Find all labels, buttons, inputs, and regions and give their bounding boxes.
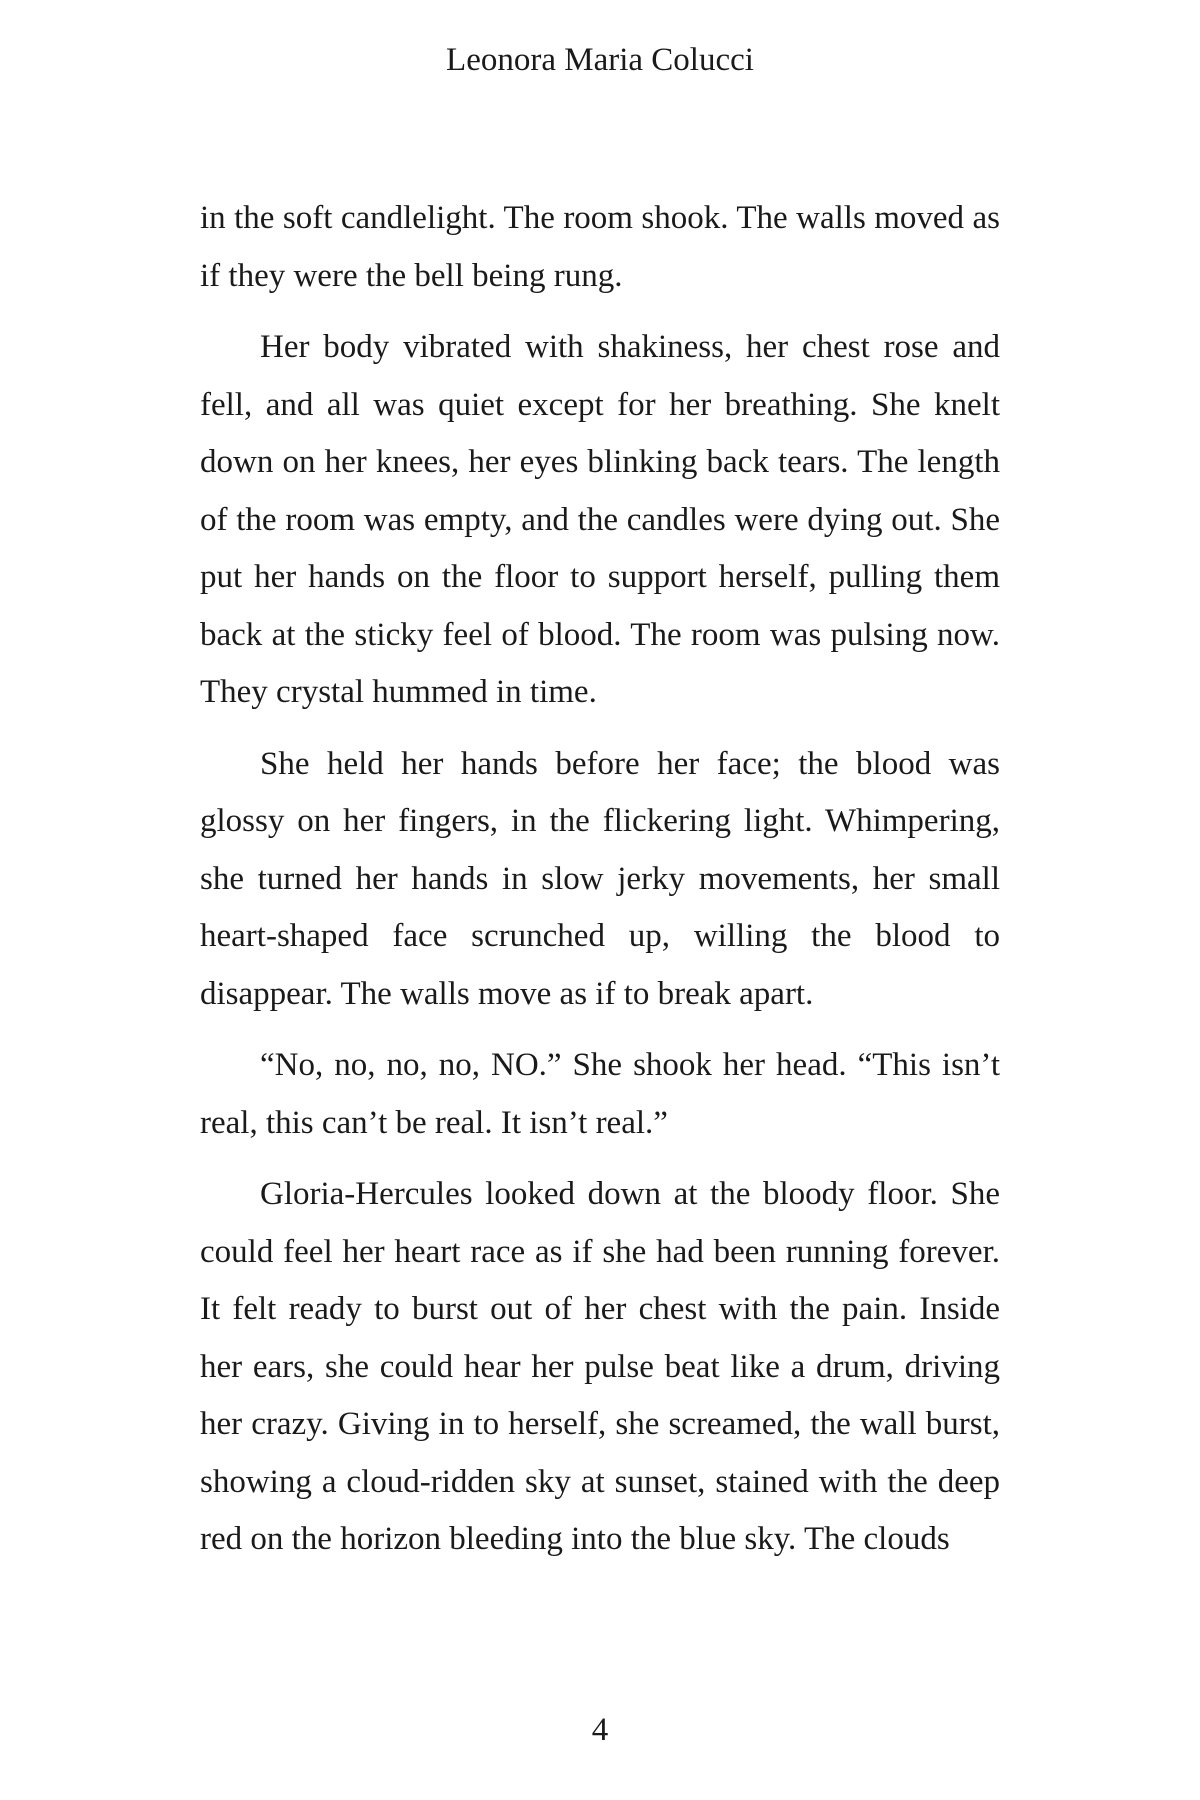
paragraph-continued: in the soft candlelight. The room shook. The walls moved as if they were the bell being rung. bbox=[200, 200, 1000, 294]
paragraph-dialogue: “No, no, no, no, NO.” She shook her head. “This isn’t real, this can’t be real. It isn’t real.” bbox=[200, 1047, 1000, 1141]
body-text bbox=[200, 190, 1000, 1583]
page-number: 4 bbox=[591, 1712, 609, 1748]
running-header-author: Leonora Maria Colucci bbox=[446, 42, 754, 78]
paragraph: She held her hands before her face; the blood was glossy on her fingers, in the flickering light. Whimpering, she turned her hands in slow jerky movements, her small heart-shaped face scrunched up, willing the blood to disappear. The walls move as if to break apart. bbox=[200, 745, 1000, 1012]
paragraph: Her body vibrated with shakiness, her chest rose and fell, and all was quiet except for her breathing. She knelt down on her knees, her eyes blinking back tears. The length of the room was empty, and the candles were dying out. She put her hands on the floor to support herself, pulling them back at the sticky feel of blood. The room was pulsing now. They crystal hummed in time. bbox=[200, 329, 1000, 710]
paragraph: Gloria-Hercules looked down at the bloody floor. She could feel her heart race as if she had been running forever. It felt ready to burst out of her chest with the pain. Inside her ears, she could hear her pulse beat like a drum, driving her crazy. Giving in to herself, she screamed, the wall burst, showing a cloud-ridden sky at sunset, stained with the deep red on the horizon bleeding into the blue sky. The clouds bbox=[200, 1176, 1000, 1557]
